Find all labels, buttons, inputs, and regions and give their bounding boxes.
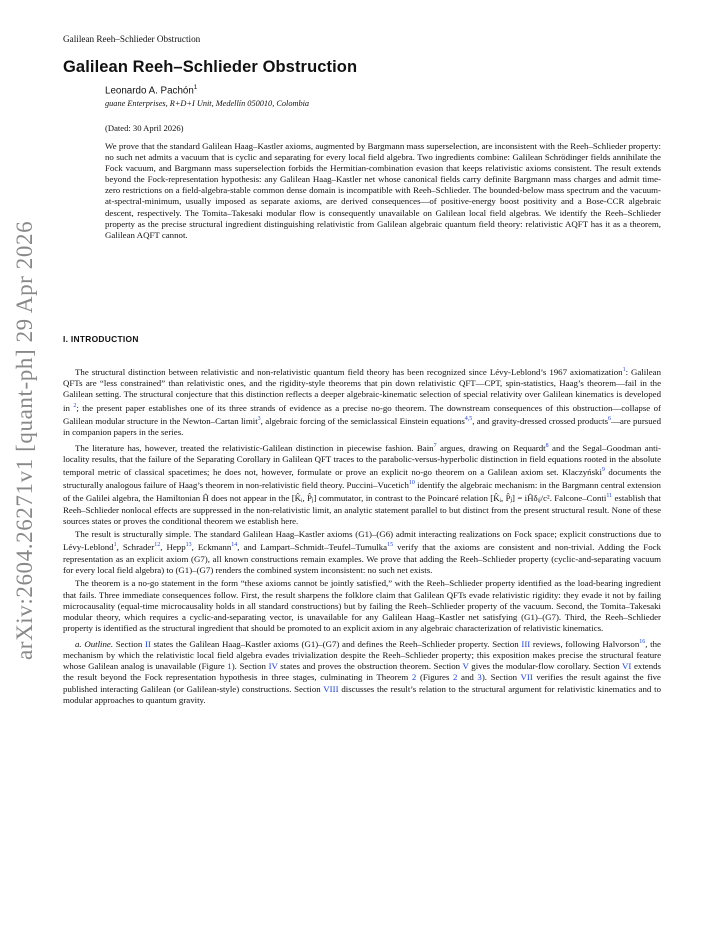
author-name: Leonardo A. Pachón bbox=[105, 85, 194, 97]
citation-link[interactable]: 2 bbox=[73, 402, 77, 409]
figure-link-2[interactable]: 2 bbox=[453, 672, 458, 683]
section-link-iv[interactable]: IV bbox=[268, 661, 278, 672]
author bbox=[105, 84, 197, 96]
citation-link[interactable]: 1 bbox=[622, 367, 626, 373]
citation-link[interactable]: 16 bbox=[639, 638, 646, 645]
citation-link[interactable]: 1 bbox=[113, 542, 117, 549]
affiliation: guane Enterprises, R+D+I Unit, Medellín 050010, Colombia bbox=[105, 99, 310, 108]
arxiv-stamp: arXiv:2604.26271v1 [quant-ph] 29 Apr 2026 bbox=[12, 220, 37, 660]
section-link-vi[interactable]: VI bbox=[622, 661, 632, 672]
section-link-ii[interactable]: II bbox=[144, 638, 151, 649]
author-affil-mark: 1 bbox=[193, 84, 198, 91]
citation-link[interactable]: 10 bbox=[408, 480, 415, 487]
citation-link[interactable]: 6 bbox=[608, 415, 612, 422]
figure-link-3[interactable]: 3 bbox=[477, 672, 482, 683]
citation-link[interactable]: 13 bbox=[185, 542, 192, 549]
paragraph-1: The structural distinction between relativistic and non-relativistic quantum field theory has been recognized since Lévy-Leblond’s 1967 axiomatization$^1$: Galilean QFTs are “less constrained” than relativistic ones, and the rigidity-style theorems that pin down relativistic QFT—CPT, spin-statistics, Haag’s theorem—fail in the Galilean setting. The structural conjecture that this distinction reflects a deeper algebraic-kinematic selection of special relativity over Galilean kinematics is developed in $^2$; the present paper establishes one of its three strands of evidence as a precise no-go theorem. The downstream consequences of this obstruction—collapse of Galilean modular structure in the Newton–Cartan limit$^3$, algebraic forcing of the semiclassical Einstein equations$^{4,5}$, and gravity-dressed crossed products$^6$—are pursued in companion papers in the series. bbox=[63, 366, 662, 438]
running-head: Galilean Reeh–Schlieder Obstruction bbox=[63, 34, 201, 44]
section-heading: I. INTRODUCTION bbox=[63, 334, 139, 344]
figure-link-1[interactable]: 1 bbox=[227, 661, 232, 672]
section-link-vii[interactable]: VII bbox=[520, 672, 533, 683]
paragraph-3: The result is structurally simple. The standard Galilean Haag–Kastler axioms (G1)–(G6) admit interacting realizations on Fock space; explicit constructions due to Lévy-Leblond$^1$, Schrader$^{12}$, Hepp$^{13}$, Eckmann$^{14}$, and Lampart–Schmidt–Teufel–Tumulka$^{15}$ verify that the axioms are consistent and non-trivial. Adding the Fock representation as an explicit axiom (G7), all known constructions remain examples. We prove that adding the Reeh–Schlieder property (cyclic-and-separating vacuum for every local field algebra) to (G1)–(G7) renders the combined system inconsistent: no such net exists. bbox=[63, 529, 661, 575]
abstract: We prove that the standard Galilean Haag–Kastler axioms, augmented by Bargmann mass superselection, are inconsistent with the Reeh–Schlieder property: no such net admits a vacuum that is cyclic and separating for every local field algebra. Two ingredients combine: Galilean Schrödinger fields annihilate the Fock vacuum, and Bargmann mass superselection forbids the Hermitian-combination evasion that keeps relativistic axioms consistent. The result extends beyond the Fock-representation hypothesis: any Galilean Haag–Kastler net whose canonical fields carry definite Bargmann mass charges and admit time-zero restrictions on a field-algebra-stable common dense domain is incompatible with Reeh–Schlieder. The bounded-below mass spectrum and the vacuum-at-spectral-minimum, usually imposed as separate axioms, are derived consequences—of positive-energy boost positivity and a Bose-CCR algebraic descent, respectively. The Tomita–Takesaki modular flow is consequently unavailable on Galilean local field algebras. We identify the Reeh–Schlieder property as the precise structural ingredient distinguishing relativistic from Galilean algebraic quantum field theory: relativistic AQFT has it as a theorem, Galilean AQFT cannot. bbox=[105, 141, 661, 240]
citation-link[interactable]: 4,5 bbox=[464, 415, 473, 422]
citation-link[interactable]: 9 bbox=[601, 466, 605, 473]
paragraph-2: The literature has, however, treated the relativistic-Galilean distinction in piecewise fashion. Bain$^7$ argues, drawing on Requardt$^8$ and the Segal–Goodman anti-locality results, that the failure of the Separating Corollary in Galilean QFT traces to the parabolic-versus-hyperbolic distinction in field equations rooted in the absolute temporal metric of classical spacetimes; he does not, however, formulate or prove an explicit no-go theorem on a Galilean axiom set. Klaczyński$^9$ documents the structurally analogous failure of Haag’s theorem in non-relativistic field theory. Puccini–Vucetich$^{10}$ identify the algebraic mechanism: in the Bargmann central extension of the Galilei algebra, the Hamiltonian Ĥ does not appear in the [K̂ᵢ, P̂ⱼ] commutator, in contrast to the Poincaré relation [K̂ᵢ, P̂ⱼ] = iĤδᵢⱼ/c². Falcone–Conti$^{11}$ establish that Reeh–Schlieder nonlocal effects are suppressed in the non-relativistic limit, an analytic statement parallel to but distinct from the present structural result. None of these sources states or proves the conditional theorem we establish here. bbox=[63, 442, 661, 526]
citation-link[interactable]: 8 bbox=[545, 442, 549, 449]
theorem-link-2[interactable]: 2 bbox=[411, 672, 417, 683]
citation-link[interactable]: 12 bbox=[154, 542, 161, 549]
citation-link[interactable]: 14 bbox=[231, 542, 238, 549]
outline-label: a. Outline. bbox=[75, 638, 114, 649]
paragraph-4: The theorem is a no-go statement in the form “these axioms cannot be jointly satisfied,” with the Reeh–Schlieder property identified as the load-bearing ingredient that fails. Three immediate consequences follow. First, the result sharpens the folklore claim that Galilean QFTs evade relativistic rigidity: they evade it not by failing microcausality (equal-time microcausality holds in all standard constructions) but by failing the Reeh–Schlieder property of the vacuum. Second, the Tomita–Takesaki modular theory, which requires a cyclic-and-separating vector, is unavailable for any Galilean Haag–Kastler net satisfying (G1)–(G7). Third, the Reeh–Schlieder property is identified as the structural ingredient that should be promoted to an explicit axiom in any algebraic characterization of relativistic kinematics. bbox=[63, 578, 661, 634]
section-link-v[interactable]: V bbox=[462, 661, 469, 672]
section-link-viii[interactable]: VIII bbox=[323, 683, 339, 694]
citation-link[interactable]: 11 bbox=[606, 493, 613, 500]
paper-title: Galilean Reeh–Schlieder Obstruction bbox=[63, 58, 358, 76]
body-text bbox=[63, 365, 661, 708]
citation-link[interactable]: 3 bbox=[257, 415, 261, 422]
citation-link[interactable]: 7 bbox=[433, 442, 437, 449]
section-link-iii[interactable]: III bbox=[521, 638, 531, 649]
date-line: (Dated: 30 April 2026) bbox=[105, 123, 184, 133]
citation-link[interactable]: 15 bbox=[387, 542, 394, 549]
paragraph-outline: a. Outline. Section II states the Galilean Haag–Kastler axioms (G1)–(G7) and defines the Reeh–Schlieder property. Section III reviews, following Halvorson$^{16}$, the mechanism by which the relativistic local field algebra evades trivialization despite the Reeh–Schlieder property; this exposition makes precise the structural feature whose Galilean analog is unavailable (Figure 1). Section IV states and proves the obstruction theorem. Section V gives the modular-flow corollary. Section VI extends the result beyond the Fock representation hypothesis in three stages, culminating in Theorem 2 (Figures 2 and 3). Section VII verifies the result against the five published interacting Galilean (or Galilean-style) constructions. Section VIII discusses the result’s relation to the structural argument for relativistic kinematics and to modular approaches to quantum gravity. bbox=[63, 638, 661, 705]
